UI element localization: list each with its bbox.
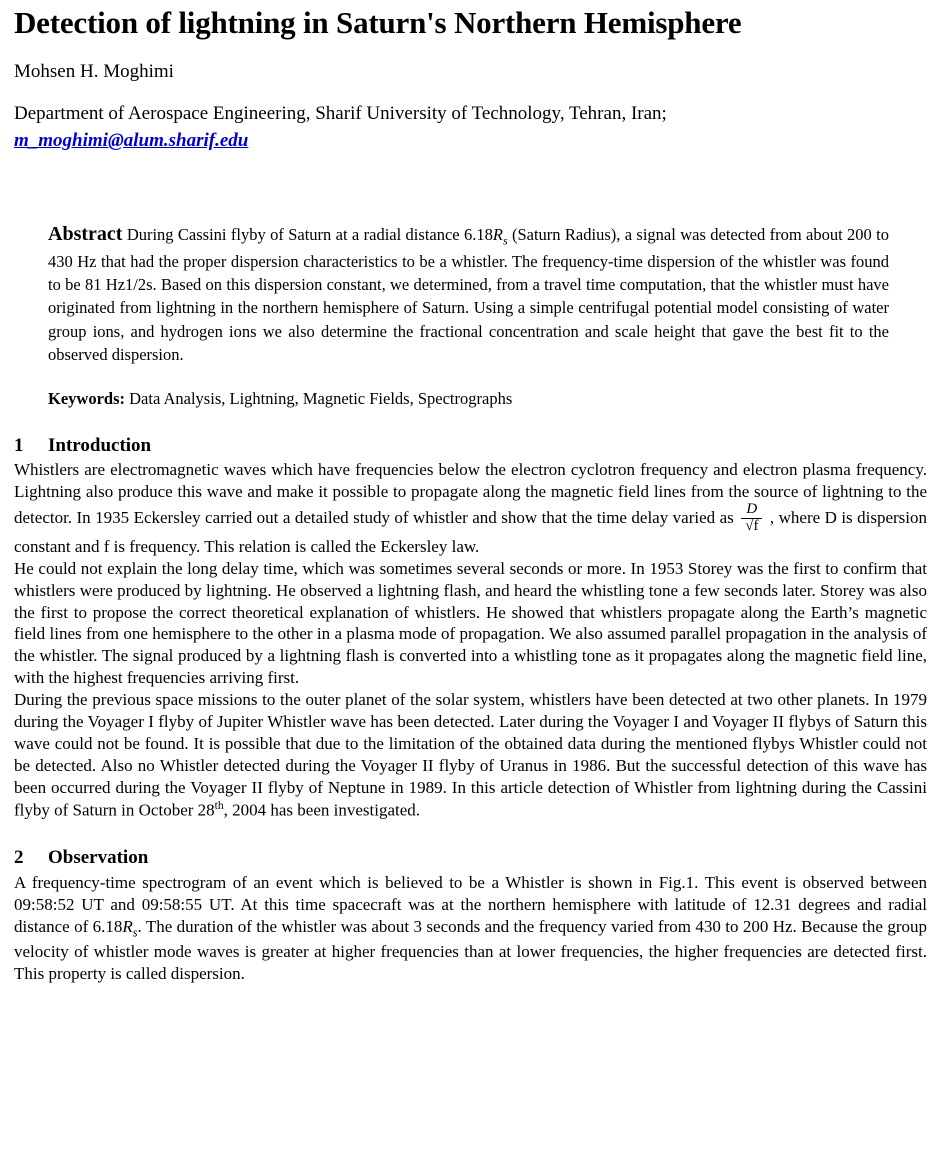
- author-affiliation: Department of Aerospace Engineering, Sharif University of Technology, Tehran, Iran;: [14, 102, 667, 124]
- intro-p3-text: During the previous space missions to the outer planet of the solar system, whistlers have been detected at two other planets. In 1979 during the Voyager I flyby of Jupiter Whistler wave has been detected. Later during the Voyager I and Voyager II flybys of Saturn this wave could not be found. It is possible that due to the limitation of the obtained data during the mentioned flybys Whistler could not be detected. Also no Whistler detected during the Voyager II flyby of Uranus in 1986. But the successful detection of this wave has been occurred during the Voyager II flyby of Neptune in 1989. In this article detection of Whistler from lightning during the Cassini flyby of Saturn in October 28: [14, 690, 927, 820]
- page-title: Detection of lightning in Saturn's Northern Hemisphere: [14, 5, 742, 40]
- intro-paragraph-2: He could not explain the long delay time, which was sometimes several seconds or more. In 1953 Storey was the first to confirm that whistlers were produced by lightning. He observed a lightning flash, and heard the whistling tone a few seconds later. Storey was also the first to propose the correct theoretical explanation of whistlers. He showed that whistlers propagate along the Earth’s magnetic field lines from one hemisphere to the other in a plasma mode of propagation. We also assumed parallel propagation in the analysis of the whistler. The signal produced by a lightning flash is converted into a whistling tone as it propagates along the magnetic field line, with the highest frequencies arriving first.: [14, 558, 927, 688]
- section-title-1: Introduction: [48, 434, 152, 456]
- obs-p1-text-b: . The duration of the whistler was about 3 seconds and the frequency varied from 430 to 200 Hz. Because the group velocity of whistler mode waves is greater at higher frequencies than at lower frequencies, the higher frequencies are detected first. This property is called dispersion.: [14, 917, 927, 984]
- abstract-text-part1: During Cassini flyby of Saturn at a radial distance 6.18: [126, 225, 493, 245]
- intro-paragraph-1: [14, 459, 927, 557]
- keywords-block: [48, 389, 889, 409]
- intro-p1-text-b: , where D is dispersion constant and f is frequency. This relation is called the Eckersley law.: [14, 508, 928, 556]
- author-email-link[interactable]: m_moghimi@alum.sharif.edu: [14, 130, 249, 152]
- saturn-radius-symbol: R: [492, 225, 503, 245]
- section-number-1: 1: [14, 434, 24, 456]
- fraction-numerator: D: [746, 501, 758, 518]
- observation-paragraph-1: [14, 872, 927, 985]
- author-name: Mohsen H. Moghimi: [14, 60, 174, 82]
- keywords-text: Data Analysis, Lightning, Magnetic Fields, Spectrographs: [125, 388, 513, 408]
- section-heading-observation: [14, 847, 927, 870]
- ordinal-superscript: th: [214, 798, 224, 812]
- section-title-2: Observation: [48, 847, 149, 869]
- section-number-2: 2: [14, 847, 24, 869]
- intro-p3-text-end: , 2004 has been investigated.: [223, 800, 421, 820]
- keywords-label: Keywords:: [48, 388, 125, 408]
- saturn-radius-subscript-2: s: [132, 925, 138, 940]
- abstract-text-part2: (Saturn Radius), a signal was detected from about 200 to 430 Hz that had the proper dispersion characteristics to be a whistler. The frequency-time dispersion of the whistler was found to be 81 Hz1/2s. Based on this dispersion constant, we determined, from a travel time computation, that the whistler must have originated from lightning in the northern hemisphere of Saturn. Using a simple centrifugal potential model consisting of water group ions, and hydrogen ions we also determine the fractional concentration and scale height that gave the best fit to the observed dispersion.: [48, 225, 890, 365]
- eckersley-fraction: [741, 502, 762, 535]
- spacer: [14, 152, 927, 220]
- abstract-block: [48, 220, 889, 366]
- obs-p1-text-a: A frequency-time spectrogram of an event which is believed to be a Whistler is shown in Fig.1. This event is observed between 09:58:52 UT and 09:58:55 UT. At this time spacecraft was at the northern hemisphere with latitude of 12.31 degrees and radial distance of 6.18: [14, 873, 927, 937]
- abstract-label: Abstract: [48, 223, 123, 246]
- saturn-radius-symbol-2: R: [122, 917, 133, 937]
- section-heading-introduction: [14, 435, 927, 458]
- intro-p1-text-a: Whistlers are electromagnetic waves which have frequencies below the electron cyclotron frequency and electron plasma frequency. Lightning also produce this wave and make it possible to propagate along the magnetic field lines from the source of lightning to the detector. In 1935 Eckersley carried out a detailed study of whistler and show that the time delay varied as: [14, 460, 927, 528]
- saturn-radius-subscript: s: [502, 233, 508, 248]
- intro-paragraph-3: [14, 689, 927, 821]
- fraction-denominator: √f: [741, 518, 762, 535]
